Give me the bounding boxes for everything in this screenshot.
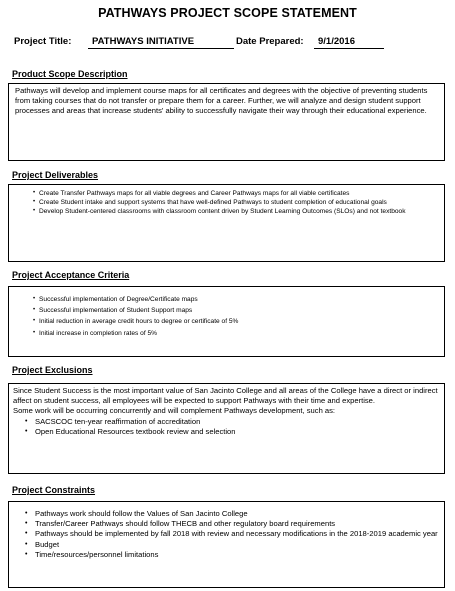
date-prepared-label: Date Prepared: bbox=[236, 36, 304, 47]
project-title-underline bbox=[88, 48, 234, 49]
exclusions-heading: Project Exclusions bbox=[12, 365, 93, 375]
bullet-icon: • bbox=[33, 199, 36, 206]
bullet-icon: • bbox=[25, 417, 28, 425]
bullet-icon: • bbox=[33, 296, 36, 302]
acceptance-heading: Project Acceptance Criteria bbox=[12, 270, 130, 280]
bullet-icon: • bbox=[25, 540, 28, 548]
deliverables-box bbox=[8, 184, 445, 262]
list-item: • Successful implementation of Degree/Certificate maps bbox=[33, 296, 198, 303]
exclusions-text: Since Student Success is the most important value of San Jacinto College and all areas of the College have a direct or indirect affect on student success, all employees will be expected to support Pathways with their time and expertise. bbox=[13, 386, 438, 406]
list-item: • Successful implementation of Student Support maps bbox=[33, 307, 193, 315]
constraints-list bbox=[9, 502, 444, 560]
list-item: • Pathways work should follow the Values of San Jacinto College bbox=[25, 509, 248, 518]
exclusions-list bbox=[9, 417, 444, 437]
bullet-icon: • bbox=[33, 208, 36, 215]
list-item: • SACSCOC ten-year reaffirmation of accreditation bbox=[25, 416, 201, 426]
date-prepared-value: 9/1/2016 bbox=[318, 36, 355, 47]
project-meta-row bbox=[14, 36, 447, 50]
bullet-icon: • bbox=[33, 329, 36, 336]
bullet-icon: • bbox=[33, 307, 36, 314]
acceptance-box bbox=[8, 286, 445, 357]
list-item: • Initial reduction in average credit hours to degree or certificate of 5% bbox=[33, 318, 239, 326]
scope-description-text: Pathways will develop and implement course maps for all certificates and degrees with the objective of preventing students from taking courses that do not transfer or prepare them for a career. Further, we will analyze and design student support processes and areas that increase students' ability to successfully navigate their way through their educational experience. bbox=[15, 86, 428, 116]
bullet-icon: • bbox=[25, 520, 28, 528]
list-item: • Develop Student-centered classrooms with classroom content driven by Student Learning Outcomes (SLOs) and not textbook bbox=[33, 208, 406, 216]
exclusions-note: Some work will be occurring concurrently and will complement Pathways development, such as: bbox=[13, 406, 336, 416]
list-item: • Time/resources/personnel limitations bbox=[25, 549, 159, 559]
bullet-icon: • bbox=[25, 510, 28, 517]
date-prepared-underline bbox=[314, 48, 384, 49]
bullet-icon: • bbox=[25, 550, 28, 558]
bullet-icon: • bbox=[33, 318, 36, 325]
scope-description-heading: Product Scope Description bbox=[12, 69, 128, 79]
bullet-icon: • bbox=[25, 530, 28, 538]
list-item: • Pathways should be implemented by fall 2018 with review and necessary modifications in the 2018-2019 academic year bbox=[25, 529, 438, 539]
deliverables-heading: Project Deliverables bbox=[12, 170, 99, 180]
project-title-label: Project Title: bbox=[14, 36, 72, 47]
acceptance-list bbox=[9, 287, 444, 338]
exclusions-box bbox=[8, 383, 445, 474]
page-title: PATHWAYS PROJECT SCOPE STATEMENT bbox=[98, 6, 357, 20]
constraints-box bbox=[8, 501, 445, 588]
project-title-value: PATHWAYS INITIATIVE bbox=[92, 36, 195, 47]
constraints-heading: Project Constraints bbox=[12, 485, 96, 495]
list-item: • Open Educational Resources textbook review and selection bbox=[25, 426, 236, 436]
list-item: • Create Transfer Pathways maps for all viable degrees and Career Pathways maps for all viable certificates bbox=[33, 190, 350, 197]
bullet-icon: • bbox=[25, 427, 28, 435]
scope-description-box bbox=[8, 83, 445, 161]
bullet-icon: • bbox=[33, 190, 36, 196]
list-item: • Create Student intake and support systems that have well-defined Pathways to student completion of educational goals bbox=[33, 199, 387, 207]
list-item: • Transfer/Career Pathways should follow THECB and other regulatory board requirements bbox=[25, 519, 336, 529]
list-item: • Initial increase in completion rates of 5% bbox=[33, 329, 158, 337]
list-item: • Budget bbox=[25, 539, 60, 549]
deliverables-list bbox=[9, 185, 444, 217]
